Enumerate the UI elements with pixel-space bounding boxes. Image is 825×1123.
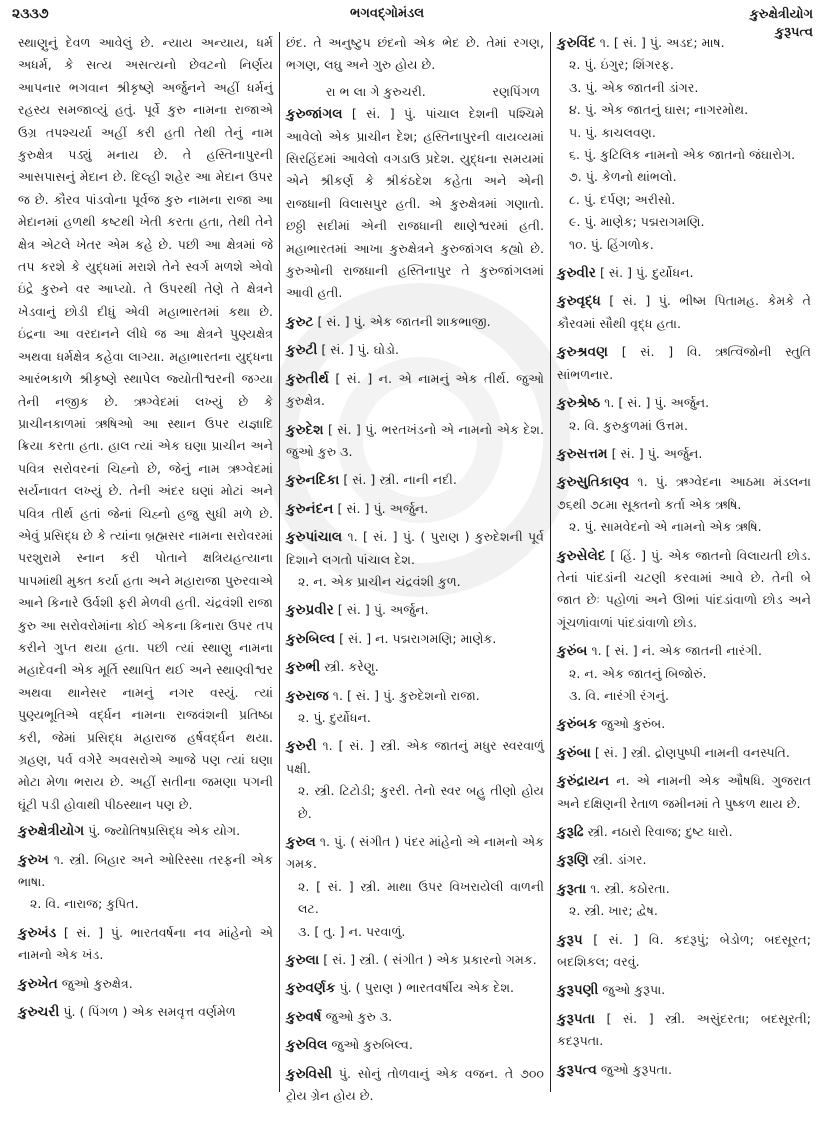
dictionary-entry bbox=[286, 103, 544, 305]
dictionary-entry bbox=[557, 1059, 811, 1081]
entry-first-line bbox=[557, 770, 811, 815]
entry-definition: [ સં. ] પું. ભારતવર્ષના નવ માંહેનો એ નામનો એક ખંડ. bbox=[18, 924, 273, 963]
entry-definition: જુઓ કુરુક્ષેત્ર. bbox=[61, 975, 133, 991]
entry-definition: [ સં. ] પું. ભીષ્મ પિતામહ. કેમકે તે કૌરવમાં સૌથી વૃદ્ધ હતા. bbox=[557, 293, 811, 331]
entry-definition: ન. એ નામની એક ઔષધિ. ગુજરાત અને દક્ષિણની રેતાળ જમીનમાં તે પુષ્કળ થાય છે. bbox=[557, 773, 811, 811]
entry-headword: કુરુટી bbox=[286, 342, 318, 359]
entry-headword: કુરુશ્રેષ્ઠ bbox=[557, 395, 601, 412]
dictionary-entry bbox=[286, 368, 544, 413]
dictionary-entry bbox=[557, 392, 811, 437]
entry-sense: ૩. વિ. નારંગી રંગનું. bbox=[569, 687, 669, 703]
entry-sense: ૨. [ સં. ] સ્ત્રી. માથા ઉપર વિખરાયેલી વાળની લટ. bbox=[298, 878, 544, 917]
entry-headword: કુરુવર્ણક bbox=[286, 980, 336, 997]
entry-sense: ૨. વિ. નારાજ; કુપિત. bbox=[30, 896, 139, 912]
entry-headword: કુરુશ્રવણ bbox=[557, 344, 608, 361]
dictionary-entry bbox=[557, 471, 811, 538]
entry-definition: ૧. પું. ( સંગીત ) પંદર માંહેનો એ નામનો એક ગમક. bbox=[286, 834, 544, 872]
entry-first-line bbox=[286, 1063, 544, 1108]
dictionary-entry bbox=[286, 419, 544, 464]
entry-headword: કુરુસેલેદ bbox=[557, 547, 606, 564]
verse-source: રણપિંગળ bbox=[492, 83, 540, 99]
entry-first-line bbox=[557, 979, 811, 1001]
dictionary-entry bbox=[286, 685, 544, 730]
entry-first-line bbox=[286, 339, 544, 361]
entry-first-line bbox=[286, 735, 544, 780]
entry-first-line bbox=[286, 526, 544, 571]
entry-definition: [ સં. ] વિ. કદરૂપું; બેડોળ; બદસૂરત; બદશિકલ; વરવું. bbox=[557, 931, 811, 970]
entry-headword: કુરુનદિકા bbox=[286, 472, 340, 489]
entry-headword: કુરુપાંચાલ bbox=[286, 529, 343, 546]
dictionary-entry bbox=[18, 1001, 273, 1023]
entry-first-line bbox=[286, 469, 544, 491]
entry-definition: [ સં. ] પું. ઘોડો. bbox=[321, 342, 400, 358]
entry-definition: [ હિં. ] પું. એક જાતનો વિલાયતી છોડ. તેનાં પાંદડાંની ચટણી કરવામાં આવે છે. તેની બે જાત છેઃ પહોળાં અને ઊભાં પાંદડાંવાળો છોડ અને ગૂંચળાંવાળાં પાંદડાંવાળો છોડ. bbox=[557, 547, 811, 630]
entry-headword: કુરુનંદન bbox=[286, 500, 334, 517]
entry-headword: કુરૂણિ bbox=[557, 852, 589, 869]
dictionary-columns bbox=[12, 32, 817, 1102]
entry-headword: કુરુંબા bbox=[557, 744, 591, 761]
continuation-text: છંદ. તે અનુષ્ટુપ છંદનો એક ભેદ છે. તેમાં રગણ, ભગણ, લઘુ અને ગુરુ હોય છે. bbox=[286, 35, 544, 73]
dictionary-entry bbox=[18, 849, 273, 916]
entry-headword: કુરુંબક bbox=[557, 716, 598, 733]
entry-first-line bbox=[557, 443, 811, 465]
entry-headword: કુરુસુતિકાણ્વ bbox=[557, 474, 630, 491]
entry-headword: કુરુભી bbox=[286, 659, 321, 676]
entry-first-line bbox=[286, 685, 544, 707]
entry-sense: ૨. સ્ત્રી. ખાર; દ્વેષ. bbox=[569, 903, 658, 919]
entry-first-line bbox=[557, 262, 811, 284]
entry-sense: ૧૦. પું. હિંગળોક. bbox=[569, 236, 654, 252]
entry-definition: [ સં. ] ન. પદ્મરાગમણિ; માણેક. bbox=[339, 630, 497, 646]
column-left bbox=[12, 32, 280, 1092]
page-number: ૨૩૩૭ bbox=[12, 6, 49, 22]
continuation-text: સ્થાણુનું દેવળ આવેલું છે. ન્યાય અન્યાય, ધર્મ અધર્મ, કે સત્ય અસત્યનો છેવટનો નિર્ણય આપનાર ભગવાન શ્રીકૃષ્ણે અર્જુનને અહીં ધર્મનું રહસ્ય સમજાવ્યું હતું. પૂર્વે કુરુ નામના રાજાએ ઉગ્ર તપશ્ચર્યા અહીં કરી હતી તેથી તેનું નામ કુરુક્ષેત્ર પડ્યું મનાય છે. તે હસ્તિનાપુરની આસપાસનું મેદાન છે. દિલ્હી શહેર આ મેદાન ઉપર જ છે. કૌરવ પાંડવોના પૂર્વજ કુરુ નામના રાજા આ મેદાનમાં હળથી કષ્ટથી ખેતી કરતા હતા, તેથી તેને ક્ષેત્ર એટલે ખેતર એમ કહે છે. પછી આ ક્ષેત્રમાં જે તપ કરશે કે યુદ્ધમાં મરાશે તેને સ્વર્ગ મળશે એવો ઇંદ્રે કુરુને વર આપ્યો. તે ઉપરથી તેણે તે ક્ષેત્રને ખેડવાનું છોડી દીધું એવી મહાભારતમાં કથા છે. ઇંદ્રના આ વરદાનને લીધે જ આ ક્ષેત્રને પુણ્યક્ષેત્ર અથવા ધર્મક્ષેત્ર કહેવા લાગ્યા. મહાભારતના યુદ્ધના આરંભકાળે શ્રીકૃષ્ણે સ્થાપેલ જ્યોતીશ્વરની જગ્યા તેની નજીક છે. ઋગ્વેદમાં લખ્યું છે કે પ્રાચીનકાળમાં ઋષિઓ આ સ્થાન ઉપર યજ્ઞાદિ ક્રિયા કરતા હતા. હાલ ત્યાં એક ઘણા પ્રાચીન અને પવિત્ર સરોવરનાં ચિહ્નો છે, જેનું નામ ઋગ્વેદમાં સર્યનાવત લખ્યું છે. તેની અંદર ઘણાં મોટાં અને પવિત્ર તીર્થ હતાં જેનાં ચિહ્નો હજુ સુધી મળે છે. એવું પ્રસિદ્ધ છે કે ત્યાંના બ્રહ્મસર નામના સરોવરમાં પરશુરામે સ્નાન કરી પોતાને ક્ષત્રિયહત્યાના પાપમાંથી મુક્ત કર્યા હતા અને મહારાજા પુરુરવાએ આને કિનારે ઉર્વશી ફરી મેળવી હતી. ચંદ્રવંશી રાજા કુરુ આ સરોવરોમાંના કોઈ એકના કિનારા ઉપર તપ કરીને ગુપ્ત થયા હતા. પછી ત્યાં સ્થાણુ નામના મહાદેવની એક મૂર્તિ સ્થાપિત થઈ અને સ્થાણ્વીશ્વર અથવા થાનેસર નામનું નગર વસ્યું. ત્યાં પુણ્યભૂતિએ વર્દ્ધન નામના રાજવંશની પ્રતિષ્ઠા કરી, જેમાં પ્રસિદ્ધ મહારાજ હર્ષવર્દ્ધન થયા. ગ્રહણ, પર્વ વગેરે અવસરોએ આજે પણ ત્યાં ઘણા મોટા મેળા ભરાય છે. અહીં સતીના જમણા પગની ઘૂંટી પડી હોવાથી પીઠસ્થાન પણ છે. bbox=[18, 35, 273, 812]
dictionary-entry bbox=[286, 311, 544, 333]
entry-definition: [ સં. ] પું. અર્જુન. bbox=[337, 500, 429, 516]
entry-headword: કુરુખંડ bbox=[18, 924, 57, 941]
entry-headword: કુરુંબ bbox=[557, 643, 588, 660]
entry-first-line bbox=[557, 742, 811, 764]
entry-definition: [ સં. ] સ્ત્રી. દ્રોણપુષ્પી નામની વનસ્પતિ. bbox=[594, 744, 790, 760]
entry-sense: ૨. પું. દુર્યોધન. bbox=[298, 709, 371, 725]
entry-headword: કુરુવિંદ bbox=[557, 35, 596, 51]
entry-first-line bbox=[286, 599, 544, 621]
dictionary-entry bbox=[557, 545, 811, 635]
entry-headword: કુરુલ bbox=[286, 834, 316, 850]
dictionary-entry bbox=[286, 656, 544, 678]
entry-headword: કુરૂપ bbox=[557, 931, 583, 948]
entry-headword: કુરુવર્ષ bbox=[286, 1008, 322, 1025]
entry-first-line bbox=[557, 545, 811, 635]
entry-first-line bbox=[557, 1059, 811, 1081]
entry-sense: ૫. પું. કાચલવણ. bbox=[569, 124, 656, 140]
dictionary-entry bbox=[557, 640, 811, 707]
entry-definition: [ સં. ] પું. અર્જુન. bbox=[611, 445, 703, 461]
entry-first-line bbox=[286, 103, 544, 305]
entry-first-line bbox=[286, 1006, 544, 1028]
entry-first-line bbox=[286, 977, 544, 999]
dictionary-entry bbox=[18, 922, 273, 967]
entry-definition: સ્ત્રી. નઠારો રિવાજ; દુષ્ટ ધારો. bbox=[587, 824, 733, 839]
entry-definition: ૧. [ સં. ] પું. અડદ; માષ. bbox=[599, 35, 725, 50]
entry-headword: કુરૂપણી bbox=[557, 982, 599, 999]
entry-first-line bbox=[557, 290, 811, 335]
entry-sense: ૭. પું. કેળનો થાંભલો. bbox=[569, 169, 677, 185]
dictionary-entry bbox=[557, 821, 811, 843]
entry-headword: કુરુવિસી bbox=[286, 1065, 333, 1082]
dictionary-entry bbox=[557, 979, 811, 1001]
entry-sense: ૯. પું. માણેક; પદ્મરાગમણિ. bbox=[569, 214, 705, 230]
column-right bbox=[551, 32, 817, 1102]
entry-sense: ૬. પું. કુટિલિક નામનો એક જાતનો જંઘારોગ. bbox=[569, 147, 796, 163]
entry-headword: કુરુવિલ bbox=[286, 1037, 328, 1054]
entry-first-line bbox=[557, 929, 811, 974]
entry-sense: ૨. ન. એક પ્રાચીન ચંદ્રવંશી કુળ. bbox=[298, 573, 461, 589]
entry-first-line bbox=[286, 831, 544, 876]
guide-word-last: કુરૂપત્વ bbox=[774, 25, 813, 40]
entry-first-line bbox=[557, 849, 811, 871]
entry-definition: પું. સોનું તોળવાનું એક વજન. તે ૭૦૦ ટ્રોય ગ્રેન હોય છે. bbox=[286, 1065, 544, 1104]
entry-headword: કુરુંદ્રાયન bbox=[557, 773, 610, 790]
dictionary-entry bbox=[286, 1063, 544, 1108]
entry-definition: જુઓ કુરુંબ. bbox=[601, 716, 666, 732]
dictionary-entry bbox=[557, 849, 811, 871]
entry-sense: ૩. પું. એક જાતની ડાંગર. bbox=[569, 79, 699, 95]
entry-definition: પું. ( પુરાણ ) ભારતવર્ષીય એક દેશ. bbox=[339, 980, 515, 996]
entry-definition: પું. જ્યોતિષપ્રસિદ્ધ એક યોગ. bbox=[88, 823, 241, 839]
entry-definition: ૧. [ સં. ] પું. કુરુદેશનો રાજા. bbox=[332, 687, 480, 703]
entry-definition: જુઓ કુરુ ૩. bbox=[325, 1008, 393, 1024]
dictionary-entry bbox=[286, 498, 544, 520]
entry-first-line bbox=[557, 32, 811, 54]
entry-headword: કુરુસત્તમ bbox=[557, 445, 608, 462]
dictionary-entry bbox=[286, 599, 544, 621]
entry-definition: [ સં. ] પું. એક જાતની શાકભાજી. bbox=[317, 313, 491, 329]
dictionary-entry bbox=[557, 443, 811, 465]
entry-first-line bbox=[557, 1008, 811, 1053]
entry-definition: ૧. સ્ત્રી. કઠોરતા. bbox=[590, 880, 670, 896]
entry-definition: સ્ત્રી. ડાંગર. bbox=[592, 852, 647, 868]
entry-first-line bbox=[557, 821, 811, 843]
dictionary-entry bbox=[286, 526, 544, 593]
dictionary-entry bbox=[557, 770, 811, 815]
dictionary-entry bbox=[557, 713, 811, 735]
entry-headword: કુરુલા bbox=[286, 952, 320, 969]
entry-first-line bbox=[557, 640, 811, 662]
entry-definition: [ સં. ] ન. એ નામનું એક તીર્થ. જુઓ કુરુક્ષેત્ર. bbox=[286, 370, 544, 409]
dictionary-entry bbox=[557, 878, 811, 923]
entry-headword: કુરુજાંગલ bbox=[286, 106, 343, 123]
entry-first-line bbox=[286, 628, 544, 650]
entry-first-line bbox=[286, 368, 544, 413]
entry-headword: કુરુરી bbox=[286, 738, 317, 755]
entry-definition: ૧. પું. ઋગ્વેદના આઠમા મંડલના ૭૬થી ૭૮મા સૂક્તનો કર્તા એક ઋષિ. bbox=[557, 474, 811, 512]
column-middle bbox=[280, 32, 551, 1104]
entry-sense: ૨. સ્ત્રી. ટિટોડી; કુરરી. તેનો સ્વર બહુ તીણો હોય છે. bbox=[298, 783, 544, 821]
entry-definition: ૧. સ્ત્રી. બિહાર અને ઓરિસ્સા તરફની એક ભાષા. bbox=[18, 851, 273, 890]
entry-sense: ૨. પું. સામવેદનો એ નામનો એક ઋષિ. bbox=[569, 519, 762, 535]
entry-definition: [ સં. ] પું. અર્જુન. bbox=[337, 602, 429, 618]
verse-text: રા ભ લા ગે કુરુચરી. bbox=[326, 83, 426, 99]
entry-definition: [ સં. ] પું. ભરતખંડનો એ નામનો એક દેશ. જુઓ કુરુ ૩. bbox=[286, 421, 544, 459]
entry-definition: ૧. [ સં. ] પું. ( પુરાણ ) કુરુદેશની પૂર્વ દિશાને લગતો પાંચાલ દેશ. bbox=[286, 529, 544, 567]
entry-sense: ૨. વિ. કુરુકુળમાં ઉત્તમ. bbox=[569, 417, 688, 433]
entry-headword: કુરૂઢિ bbox=[557, 824, 584, 840]
entry-headword: કુરુક્ષેત્રીયોગ bbox=[18, 823, 85, 840]
dictionary-entry bbox=[286, 469, 544, 491]
dictionary-entry bbox=[286, 1006, 544, 1028]
dictionary-entry bbox=[557, 262, 811, 284]
entry-definition: [ સં. ] વિ. ઋત્વિજોની સ્તુતિ સાંભળનાર. bbox=[557, 344, 811, 382]
entry-headword: કુરુબિલ્વ bbox=[286, 630, 336, 647]
dictionary-entry bbox=[557, 742, 811, 764]
entry-first-line bbox=[286, 419, 544, 464]
entry-headword: કુરુદેશ bbox=[286, 421, 324, 438]
entry-headword: કુરુવીર bbox=[557, 265, 596, 282]
entry-headword: કુરુતીર્થ bbox=[286, 370, 329, 387]
entry-definition: જુઓ કુરૂપા. bbox=[602, 982, 666, 998]
entry-definition: [ સં. ] પું. દુર્યોધન. bbox=[599, 265, 694, 281]
entry-list bbox=[18, 820, 273, 1023]
entry-definition: [ સં. ] પું. પાંચાલ દેશની પશ્ચિમે આવેલો એક પ્રાચીન દેશ; હસ્તિનાપુરની વાયવ્યમાં સિરહિંદમાં આવેલો વગડાઉ પ્રદેશ. યુદ્ધના સમયમાં એને શ્રીકર્ણ કે શ્રીકંઠદેશ કહેતા અને એની રાજધાની વિલાસપુર હતી. એ કુરુક્ષેત્રમાં ગણાતો. છઠ્ઠી સદીમાં એની રાજધાની થાણેશ્વરમાં હતી. મહાભારતમાં આખા કુરુક્ષેત્રને કુરુજાંગલ કહ્યો છે. કુરુઓની રાજધાની હસ્તિનાપુર તે કુરુજાંગલમાં આવી હતી. bbox=[286, 106, 544, 301]
guide-word-first: કુરુક્ષેત્રીયોગ bbox=[749, 7, 813, 22]
entry-first-line bbox=[18, 973, 273, 995]
dictionary-entry bbox=[286, 339, 544, 361]
entry-list bbox=[557, 32, 811, 1081]
entry-first-line bbox=[557, 878, 811, 900]
entry-headword: કુરુટ bbox=[286, 313, 314, 330]
entry-definition: ૧. [ સં. ] નં. એક જાતની નારંગી. bbox=[591, 643, 762, 659]
entry-definition: પું. ( પિંગળ ) એક સમવૃત્ત વર્ણમેળ bbox=[63, 1004, 236, 1020]
entry-first-line bbox=[286, 311, 544, 333]
entry-definition: સ્ત્રી. કરેણુ. bbox=[324, 659, 379, 675]
entry-sense: ૨. ન. એક જાતનું બિજોરું. bbox=[569, 665, 707, 681]
entry-first-line bbox=[18, 1001, 273, 1023]
entry-sense: ૨. પું. ઇંગુર; શિંગરફ. bbox=[569, 57, 674, 73]
dictionary-entry bbox=[286, 628, 544, 650]
entry-first-line bbox=[286, 1034, 544, 1056]
dictionary-entry bbox=[286, 1034, 544, 1056]
dictionary-entry bbox=[18, 820, 273, 842]
entry-first-line bbox=[286, 656, 544, 678]
entry-definition: [ સં. ] સ્ત્રી. અસુંદરતા; બદસૂરતી; કદરૂપતા. bbox=[557, 1010, 811, 1049]
dictionary-entry bbox=[286, 831, 544, 943]
entry-definition: જુઓ કુરૂપતા. bbox=[600, 1061, 672, 1077]
dictionary-entry bbox=[18, 973, 273, 995]
dictionary-entry bbox=[557, 341, 811, 386]
dictionary-entry bbox=[557, 290, 811, 335]
entry-headword: કુરૂતા bbox=[557, 880, 587, 897]
entry-headword: કુરુખ bbox=[18, 851, 49, 868]
entry-definition: [ સં. ] સ્ત્રી. ( સંગીત ) એક પ્રકારનો ગમક. bbox=[323, 952, 537, 968]
entry-sense: ૮. પું. દર્પણ; અરીસો. bbox=[569, 191, 676, 207]
entry-headword: કુરુવૃદ્ધ bbox=[557, 293, 601, 310]
entry-first-line bbox=[557, 392, 811, 414]
entry-definition: જુઓ કુરુબિલ્વ. bbox=[331, 1037, 413, 1053]
entry-first-line bbox=[286, 949, 544, 971]
entry-headword: કુરુખેત bbox=[18, 975, 58, 992]
dictionary-entry bbox=[286, 735, 544, 825]
entry-first-line bbox=[557, 341, 811, 386]
entry-list bbox=[286, 103, 544, 1107]
entry-headword: કુરૂપત્વ bbox=[557, 1061, 597, 1078]
entry-first-line bbox=[286, 498, 544, 520]
entry-headword: કુરુરાજ bbox=[286, 687, 329, 704]
dictionary-entry bbox=[557, 1008, 811, 1053]
dictionary-entry bbox=[557, 929, 811, 974]
entry-first-line bbox=[18, 820, 273, 842]
entry-sense: ૩. [ તુ. ] ન. પરવાળું. bbox=[298, 923, 406, 939]
entry-headword: કુરૂપતા bbox=[557, 1010, 595, 1027]
entry-definition: ૧. [ સં. ] પું. અર્જુન. bbox=[604, 395, 710, 411]
entry-first-line bbox=[557, 713, 811, 735]
entry-sense: ૪. પું. એક જાતનું ઘાસ; નાગરમોથ. bbox=[569, 102, 749, 118]
dictionary-entry bbox=[557, 32, 811, 256]
book-title: ભગવદ્ગોમંડલ bbox=[350, 6, 425, 21]
entry-first-line bbox=[557, 471, 811, 516]
entry-first-line bbox=[18, 922, 273, 967]
entry-definition: ૧. [ સં. ] સ્ત્રી. એક જાતનું મધુર સ્વરવાળું પક્ષી. bbox=[286, 738, 544, 776]
entry-definition: [ સં. ] સ્ત્રી. નાની નદી. bbox=[343, 472, 457, 488]
entry-headword: કુરુપ્રવીર bbox=[286, 602, 334, 619]
entry-headword: કુરુચરી bbox=[18, 1004, 60, 1021]
dictionary-entry bbox=[286, 949, 544, 971]
verse-quote bbox=[286, 81, 544, 103]
entry-first-line bbox=[18, 849, 273, 894]
dictionary-entry bbox=[286, 977, 544, 999]
